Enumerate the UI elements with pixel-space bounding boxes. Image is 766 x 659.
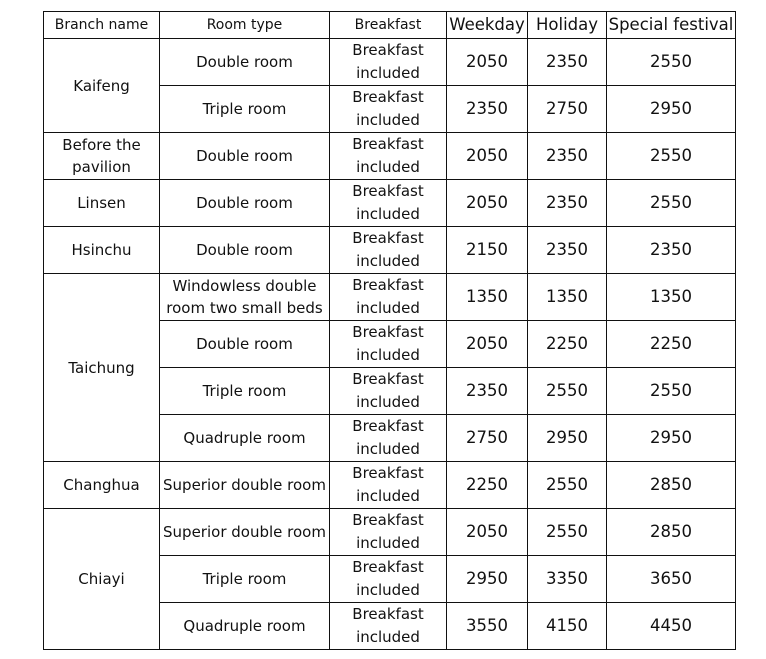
room-type-cell: Triple room — [160, 368, 330, 415]
breakfast-cell: Breakfast included — [330, 133, 447, 180]
holiday-price-cell: 2550 — [528, 509, 607, 556]
breakfast-cell: Breakfast included — [330, 415, 447, 462]
holiday-price-cell: 1350 — [528, 274, 607, 321]
festival-price-cell: 2850 — [607, 509, 736, 556]
festival-price-cell: 3650 — [607, 556, 736, 603]
room-type-cell: Double room — [160, 133, 330, 180]
breakfast-cell: Breakfast included — [330, 368, 447, 415]
festival-price-cell: 2550 — [607, 180, 736, 227]
table-row — [44, 180, 736, 227]
festival-price-cell: 2350 — [607, 227, 736, 274]
header-row — [44, 12, 736, 39]
festival-price-cell: 1350 — [607, 274, 736, 321]
holiday-price-cell: 2550 — [528, 368, 607, 415]
room-rates-table — [43, 11, 736, 650]
table-row — [44, 133, 736, 180]
header-holiday: Holiday — [528, 12, 607, 39]
header-room-type: Room type — [160, 12, 330, 39]
room-type-cell: Double room — [160, 180, 330, 227]
header-special-festival: Special festival — [607, 12, 736, 39]
room-type-cell: Quadruple room — [160, 603, 330, 650]
room-type-cell: Quadruple room — [160, 415, 330, 462]
holiday-price-cell: 3350 — [528, 556, 607, 603]
breakfast-cell: Breakfast included — [330, 603, 447, 650]
holiday-price-cell: 2250 — [528, 321, 607, 368]
branch-name-cell: Chiayi — [44, 509, 160, 650]
branch-name-cell: Taichung — [44, 274, 160, 462]
branch-name-cell: Kaifeng — [44, 39, 160, 133]
branch-name-cell: Before the pavilion — [44, 133, 160, 180]
room-type-cell: Double room — [160, 321, 330, 368]
breakfast-cell: Breakfast included — [330, 556, 447, 603]
festival-price-cell: 2850 — [607, 462, 736, 509]
holiday-price-cell: 2550 — [528, 462, 607, 509]
breakfast-cell: Breakfast included — [330, 86, 447, 133]
festival-price-cell: 2950 — [607, 415, 736, 462]
table-row — [44, 509, 736, 556]
breakfast-cell: Breakfast included — [330, 39, 447, 86]
room-type-cell: Windowless double room two small beds — [160, 274, 330, 321]
breakfast-cell: Breakfast included — [330, 462, 447, 509]
breakfast-cell: Breakfast included — [330, 321, 447, 368]
holiday-price-cell: 2350 — [528, 133, 607, 180]
breakfast-cell: Breakfast included — [330, 509, 447, 556]
festival-price-cell: 2550 — [607, 133, 736, 180]
table-header — [44, 12, 736, 39]
weekday-price-cell: 2050 — [447, 321, 528, 368]
room-type-cell: Superior double room — [160, 462, 330, 509]
holiday-price-cell: 2350 — [528, 227, 607, 274]
festival-price-cell: 2550 — [607, 39, 736, 86]
header-weekday: Weekday — [447, 12, 528, 39]
breakfast-cell: Breakfast included — [330, 274, 447, 321]
room-type-cell: Triple room — [160, 86, 330, 133]
festival-price-cell: 2550 — [607, 368, 736, 415]
branch-name-cell: Linsen — [44, 180, 160, 227]
table-body — [44, 39, 736, 650]
weekday-price-cell: 2350 — [447, 368, 528, 415]
weekday-price-cell: 2050 — [447, 133, 528, 180]
holiday-price-cell: 2950 — [528, 415, 607, 462]
header-branch-name: Branch name — [44, 12, 160, 39]
weekday-price-cell: 1350 — [447, 274, 528, 321]
breakfast-cell: Breakfast included — [330, 227, 447, 274]
branch-name-cell: Changhua — [44, 462, 160, 509]
weekday-price-cell: 2350 — [447, 86, 528, 133]
holiday-price-cell: 2350 — [528, 180, 607, 227]
room-type-cell: Superior double room — [160, 509, 330, 556]
room-type-cell: Double room — [160, 227, 330, 274]
table-row — [44, 227, 736, 274]
festival-price-cell: 2950 — [607, 86, 736, 133]
festival-price-cell: 4450 — [607, 603, 736, 650]
holiday-price-cell: 2750 — [528, 86, 607, 133]
room-type-cell: Double room — [160, 39, 330, 86]
weekday-price-cell: 3550 — [447, 603, 528, 650]
weekday-price-cell: 2050 — [447, 509, 528, 556]
festival-price-cell: 2250 — [607, 321, 736, 368]
weekday-price-cell: 2050 — [447, 180, 528, 227]
branch-name-cell: Hsinchu — [44, 227, 160, 274]
holiday-price-cell: 4150 — [528, 603, 607, 650]
room-type-cell: Triple room — [160, 556, 330, 603]
weekday-price-cell: 2050 — [447, 39, 528, 86]
table-row — [44, 462, 736, 509]
table-row — [44, 39, 736, 86]
weekday-price-cell: 2950 — [447, 556, 528, 603]
holiday-price-cell: 2350 — [528, 39, 607, 86]
weekday-price-cell: 2150 — [447, 227, 528, 274]
weekday-price-cell: 2750 — [447, 415, 528, 462]
header-breakfast: Breakfast — [330, 12, 447, 39]
table-row — [44, 274, 736, 321]
weekday-price-cell: 2250 — [447, 462, 528, 509]
breakfast-cell: Breakfast included — [330, 180, 447, 227]
